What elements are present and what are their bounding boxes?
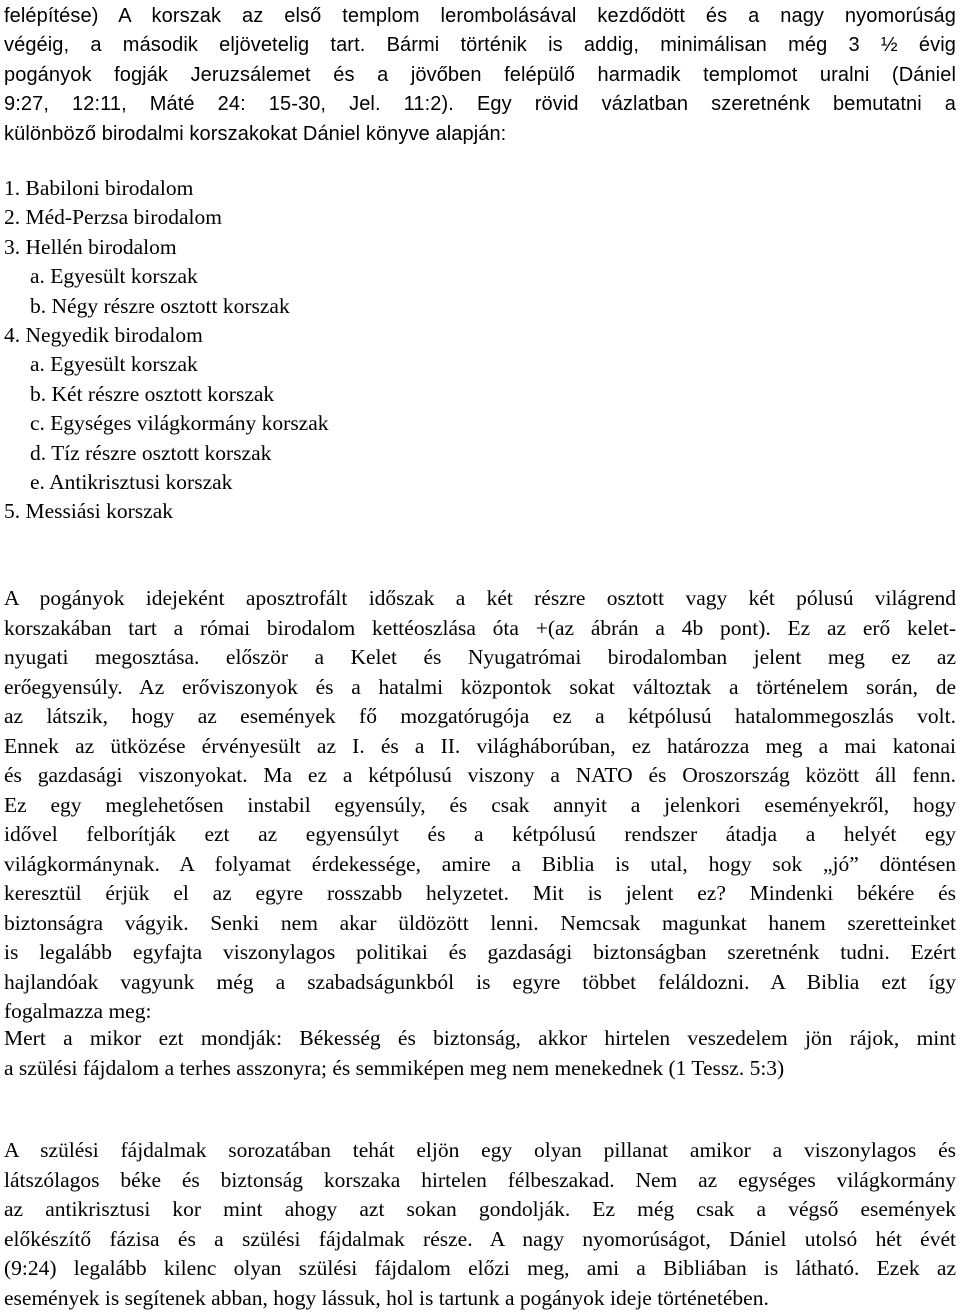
intro-line: 9:27, 12:11, Máté 24: 15-30, Jel. 11:2). Egy rövid vázlatban szeretnénk bemutatni a [4, 93, 956, 116]
paragraph-line: az antikrisztusi kor mint ahogy azt sokan gondolják. Ez még csak a végső események [4, 1197, 956, 1221]
list-item: 4. Negyedik birodalom [4, 322, 203, 347]
intro-line: pogányok fogják Jeruzsálemet és a jövőben felépülő harmadik templomot uralni (Dániel [4, 63, 956, 86]
paragraph-line: A szülési fájdalmak sorozatában tehát eljön egy olyan pillanat amikor a viszonylagos és [4, 1138, 956, 1162]
paragraph-line: világkormánynak. A folyamat érdekessége, amire a Biblia is utal, hogy sok „jó” döntésen [4, 851, 956, 876]
body-paragraph [4, 584, 956, 1027]
paragraph-line: látszólagos béke és biztonság korszaka hirtelen félbeszakad. Nem az egységes világkormány [4, 1167, 956, 1192]
list-subitem: a. Egyesült korszak [30, 264, 198, 289]
paragraph-line: (9:24) legalább kilenc olyan szülési fájdalom előzi meg, ami a Bibliában is látható. Ezek az [4, 1256, 956, 1280]
paragraph-line: Ennek az ütközése érvényesült az I. és a II. világháborúban, ez határozza meg a mai katonai [4, 733, 956, 758]
paragraph-line: idővel felborítják ezt az egyensúlyt és a kétpólusú rendszer átadja a helyét egy [4, 822, 956, 846]
empire-list [4, 174, 329, 527]
list-subitem: c. Egységes világkormány korszak [30, 411, 329, 436]
paragraph-line: előkészítő fázisa és a szülési fájdalmak része. A nagy nyomorúságot, Dániel utolsó hét évét [4, 1226, 956, 1251]
list-item: 3. Hellén birodalom [4, 234, 177, 259]
paragraph-line: hajlandóak vagyunk még a szabadságunkból is egyre többet feláldozni. A Biblia ezt így [4, 969, 956, 994]
intro-paragraph [4, 2, 956, 149]
quote-line: Mert a mikor ezt mondják: Békesség és biztonság, akkor hirtelen veszedelem jön rájok, mint [4, 1026, 956, 1050]
paragraph-line: erőegyensúly. Az erőviszonyok és a hatalmi központok sokat változtak a történelem során, de [4, 674, 956, 699]
list-item: 1. Babiloni birodalom [4, 176, 194, 200]
paragraph-line: fogalmazza meg: [4, 999, 152, 1023]
list-item: 5. Messiási korszak [4, 499, 173, 524]
paragraph-line: nyugati megosztása. először a Kelet és Nyugatrómai birodalomban jelent meg ez az [4, 645, 956, 669]
list-subitem: a. Egyesült korszak [30, 352, 198, 377]
paragraph-line: az látszik, hogy az események fő mozgatórugója ez a kétpólusú hatalommegoszlás volt. [4, 704, 956, 728]
paragraph-line: is legalább egyfajta viszonylagos politikai és gazdasági biztonságban szeretnénk tudni. Ezért [4, 940, 956, 964]
list-item: 2. Méd-Perzsa birodalom [4, 205, 222, 230]
list-subitem: d. Tíz részre osztott korszak [30, 440, 272, 465]
list-subitem: b. Két részre osztott korszak [30, 381, 275, 406]
intro-line: végéig, a második eljövetelig tart. Bármi történik is addig, minimálisan még 3 ½ évig [4, 34, 956, 57]
quote-line: a szülési fájdalom a terhes asszonyra; és semmiképen meg nem menekednek (1 Tessz. 5:3) [4, 1055, 785, 1080]
paragraph-line: korszakában tart a római birodalom kettéoszlása óta +(az ábrán a 4b pont). Ez az erő kelet- [4, 615, 956, 640]
paragraph-line: A pogányok idejeként aposztrofált időszak a két részre osztott vagy két pólusú világrend [4, 586, 956, 610]
paragraph-line: Ez egy meglehetősen instabil egyensúly, és csak annyit a jelenkori eseményekről, hogy [4, 792, 956, 817]
paragraph-line: események is segítenek abban, hogy lássuk, hol is tartunk a pogányok ideje történetében. [4, 1285, 769, 1310]
list-subitem: b. Négy részre osztott korszak [30, 293, 290, 318]
paragraph-line: biztonságra vágyik. Senki nem akar üldözött lenni. Nemcsak magunkat hanem szeretteinket [4, 910, 956, 935]
quote-paragraph [4, 1024, 956, 1083]
closing-paragraph [4, 1136, 956, 1313]
paragraph-line: keresztül érjük el az egyre rosszabb helyzetet. Mit is jelent ez? Mindenki békére és [4, 881, 956, 905]
paragraph-line: és gazdasági viszonyokat. Ma ez a kétpólusú viszony a NATO és Oroszország között áll fenn. [4, 763, 956, 787]
list-subitem: e. Antikrisztusi korszak [30, 469, 233, 494]
intro-line: különböző birodalmi korszakokat Dániel könyve alapján: [4, 122, 507, 145]
intro-line: felépítése) A korszak az első templom lerombolásával kezdődött és a nagy nyomorúság [4, 5, 956, 27]
